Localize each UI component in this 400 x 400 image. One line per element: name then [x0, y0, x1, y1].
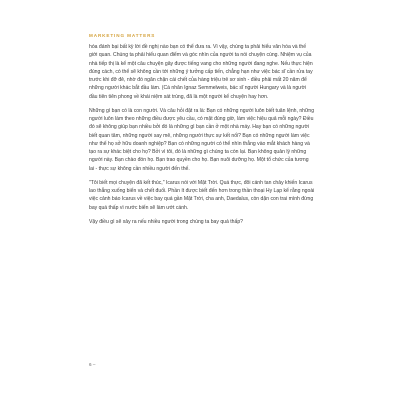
paragraph-4: Vậy điều gì sẽ xảy ra nếu nhiều người trong chúng ta bay quá thấp? — [89, 218, 244, 225]
paragraph-3: "Tôi biết mọi chuyện đã kết thúc," Icarus nói với Mặt Trời. Quá thực, đôi cánh tan chảy khiến Icarus lao thẳng xuống biển và chết đuối. Phần ít được biết đến hơn trong thần thoại Hy Lạp kể rằng ngoài việc cảnh báo Icarus về việc bay quá gần Mặt Trời, cha anh, Daedalus, còn dặn con trai mình đừng bay quá thấp vì nước biển sẽ làm ướt cánh. — [89, 179, 315, 211]
page-body — [89, 43, 315, 232]
paragraph-2: Những gì bạn có là con người. Và câu hỏi đặt ra là: Bạn có những người luôn biết tuân lệnh, những người luôn làm theo những điều được yêu cầu, có mặt đúng giờ, làm việc hiệu quả mỗi ngày? Điều đó sẽ không giúp bạn nhiều bởi đó là những gì bạn cần ở một nhà máy. Hay bạn có những người biết quan tâm, những người say mê, những người thực sự kết nối? Bạn có những người làm việc như thể họ sở hữu doanh nghiệp? Bạn có những người có thể nhìn thẳng vào mắt khách hàng và tạo ra sự khác biệt cho họ? Bởi vì tôi, đó là những gì chúng ta còn lại. Bạn không quản lý những người này. Bạn chào đón họ. Bạn trao quyền cho họ. Bạn nuôi dưỡng họ. Một tổ chức của tương lai - thực sự không cần nhiều người đến thế. — [89, 107, 315, 172]
page-number: 6 – — [89, 362, 96, 367]
paragraph-1: hóa đánh bại bất kỳ lời đề nghị nào bạn có thể đưa ra. Vì vậy, chúng ta phải hiểu văn hóa và thế giới quan. Chúng ta phải hiểu quan điểm và góc nhìn của người ta nói chuyện cùng. Nhiệm vụ của nhà tiếp thị là kể một câu chuyện gây được tiếng vang cho những người đang nghe. Nếu thực hiện đúng cách, có thể sẽ không cần tới những ý tưởng cấp tiến, chẳng hạn như việc bác sĩ cần rửa tay trước khi đỡ đẻ, nhờ đó ngăn chặn cái chết của hàng triệu trẻ sơ sinh - điều phải mất 20 năm để những người khác bắt đầu làm. (Cá nhân Ignaz Semmelweis, bác sĩ người Hungary và là người đầu tiên tiên phong về khái niệm sát trùng, đã là một người kể chuyện hay hơn. — [89, 44, 313, 100]
running-header: MARKETING MATTERS — [89, 33, 156, 38]
